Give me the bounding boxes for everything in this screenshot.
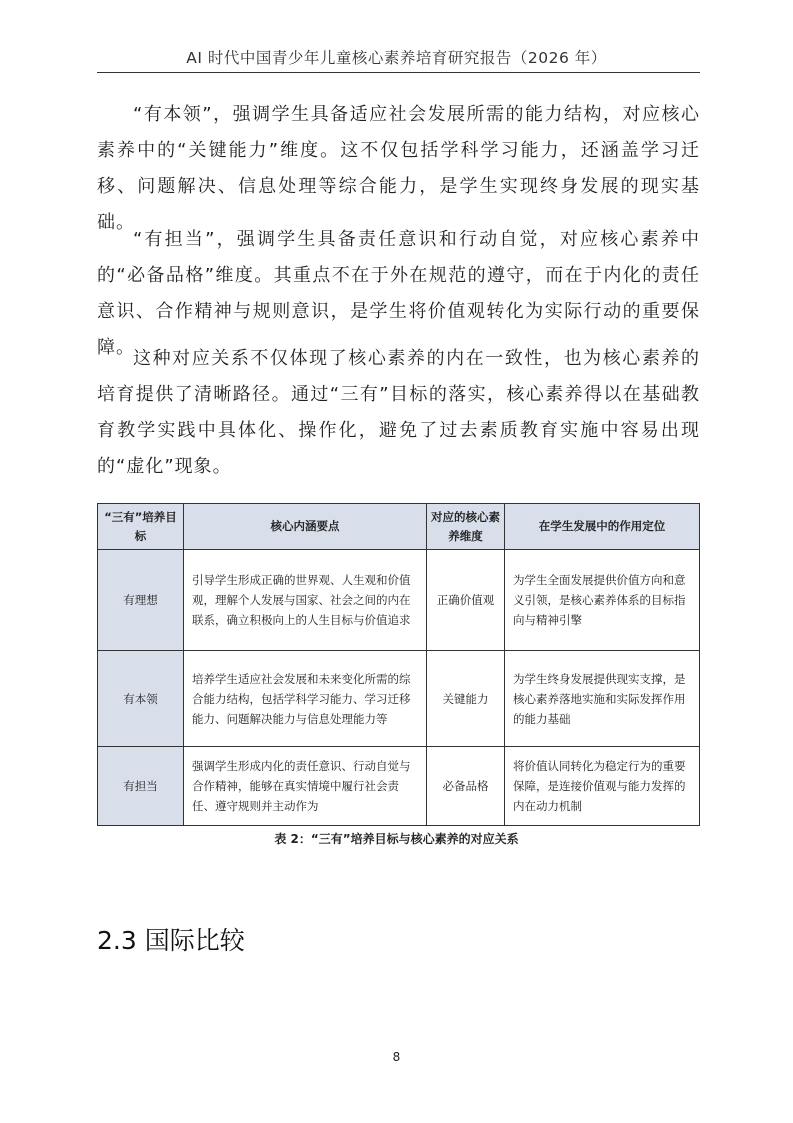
table-row — [98, 550, 700, 651]
table-cell-content: 引导学生形成正确的世界观、人生观和价值观，理解个人发展与国家、社会之间的内在联系，确立积极向上的人生目标与价值追求 — [184, 550, 427, 651]
table-cell-content: 强调学生形成内化的责任意识、行动自觉与合作精神，能够在真实情境中履行社会责任、遵守规则并主动作为 — [184, 747, 427, 826]
table-header-content: 核心内涵要点 — [184, 504, 427, 550]
table-header-goal: “三有”培养目标 — [98, 504, 184, 550]
report-header-title: AI 时代中国青少年儿童核心素养培育研究报告（2026 年） — [186, 49, 607, 67]
table-cell-role: 为学生终身发展提供现实支撑，是核心素养落地实施和实际发挥作用的能力基础 — [505, 651, 700, 747]
table-cell-role: 将价值认同转化为稳定行为的重要保障，是连接价值观与能力发挥的内在动力机制 — [505, 747, 700, 826]
table-cell-content: 培养学生适应社会发展和未来变化所需的综合能力结构，包括学科学习能力、学习迁移能力、问题解决能力与信息处理能力等 — [184, 651, 427, 747]
paragraph-have-responsibility: “有担当”，强调学生具备责任意识和行动自觉，对应核心素养中的“必备品格”维度。其重点不在于外在规范的遵守，而在于内化的责任意识、合作精神与规则意识，是学生将价值观转化为实际行动的重要保障。 — [97, 229, 700, 358]
section-heading: 2.3 国际比较 — [97, 926, 245, 955]
page-number: 8 — [392, 1050, 401, 1064]
paragraph-have-ability: “有本领”，强调学生具备适应社会发展所需的能力结构，对应核心素养中的“关键能力”维度。这不仅包括学科学习能力，还涵盖学习迁移、问题解决、信息处理等综合能力，是学生实现终身发展的现实基础。 — [97, 104, 700, 233]
table-cell-goal: 有担当 — [98, 747, 184, 826]
table-header-row — [98, 504, 700, 550]
table-cell-dimension: 关键能力 — [427, 651, 505, 747]
table-caption: 表 2：“三有”培养目标与核心素养的对应关系 — [274, 832, 519, 846]
table-cell-goal: 有本领 — [98, 651, 184, 747]
table-header-role: 在学生发展中的作用定位 — [505, 504, 700, 550]
table-row — [98, 747, 700, 826]
paragraph-correspondence: 这种对应关系不仅体现了核心素养的内在一致性，也为核心素养的培育提供了清晰路径。通过“三有”目标的落实，核心素养得以在基础教育教学实践中具体化、操作化，避免了过去素质教育实施中容易出现的“虚化”现象。 — [97, 348, 700, 477]
correspondence-table-container — [97, 503, 699, 826]
correspondence-table — [97, 503, 700, 826]
table-cell-goal: 有理想 — [98, 550, 184, 651]
table-cell-role: 为学生全面发展提供价值方向和意义引领，是核心素养体系的目标指向与精神引擎 — [505, 550, 700, 651]
header-divider — [97, 72, 700, 73]
table-header-dimension: 对应的核心素养维度 — [427, 504, 505, 550]
table-cell-dimension: 必备品格 — [427, 747, 505, 826]
table-cell-dimension: 正确价值观 — [427, 550, 505, 651]
table-row — [98, 651, 700, 747]
